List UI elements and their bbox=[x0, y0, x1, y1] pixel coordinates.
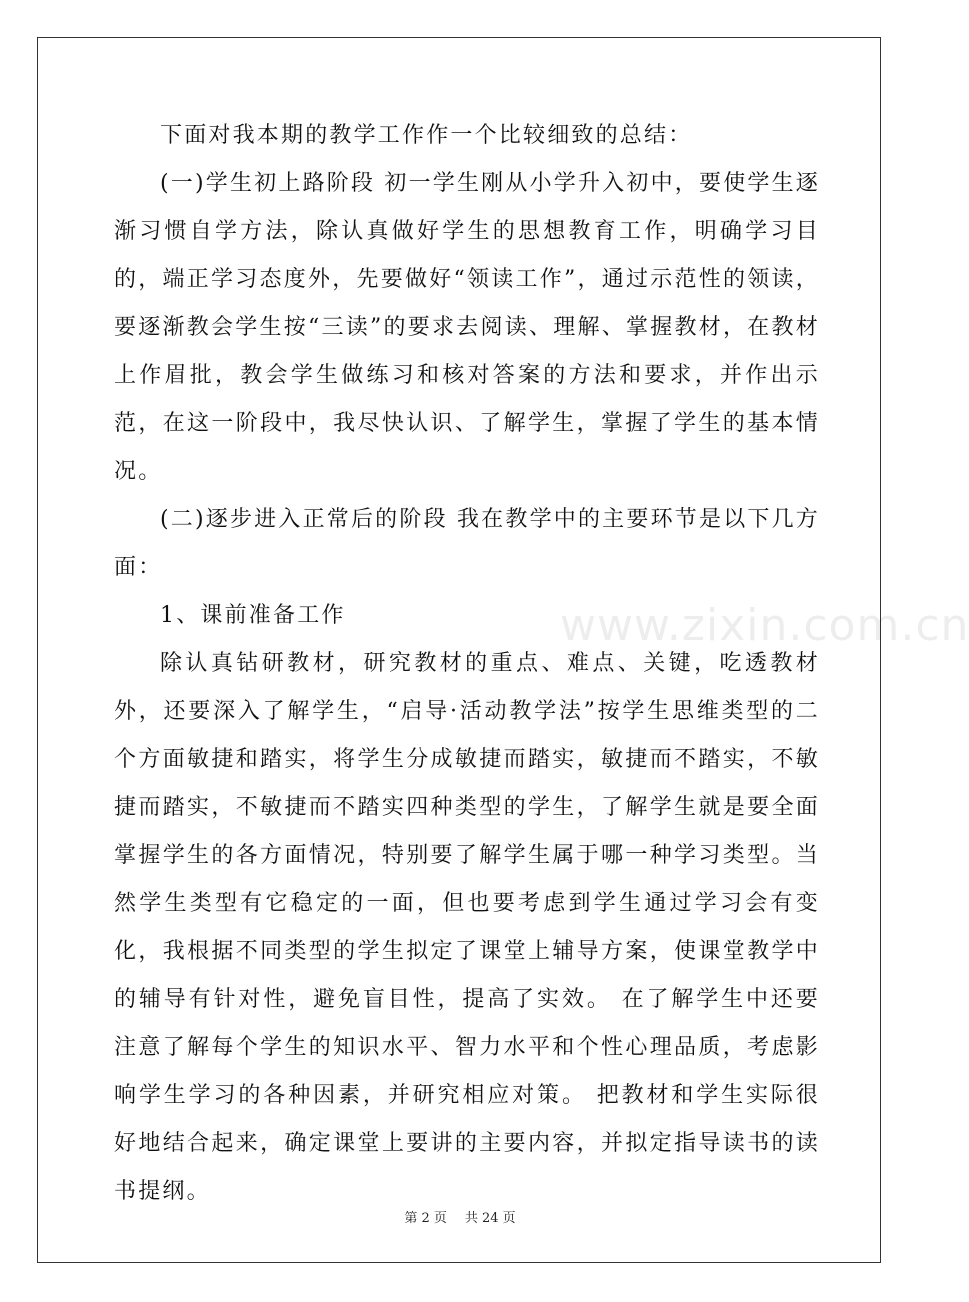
section-one-paragraph: (一)学生初上路阶段 初一学生刚从小学升入初中，要使学生逐渐习惯自学方法，除认真做好学生的思想教育工作，明确学习目的，端正学习态度外，先要做好“领读工作”，通过示范性的领读，要逐渐教会学生按“三读”的要求去阅读、理解、掌握教材，在教材上作眉批，教会学生做练习和核对答案的方法和要求，并作出示范，在这一阶段中，我尽快认识、了解学生，掌握了学生的基本情况。 bbox=[114, 171, 820, 484]
page-footer bbox=[0, 1207, 920, 1226]
page-number: 第 2 页 bbox=[404, 1211, 447, 1226]
total-pages: 共 24 页 bbox=[464, 1211, 516, 1226]
document-body bbox=[114, 112, 820, 1216]
intro-paragraph: 下面对我本期的教学工作作一个比较细致的总结： bbox=[160, 123, 693, 148]
site-watermark: www.zixin.com.cn bbox=[560, 600, 969, 651]
preparation-paragraph: 除认真钻研教材，研究教材的重点、难点、关键，吃透教材外，还要深入了解学生，“启导·活动教学法”按学生思维类型的二个方面敏捷和踏实，将学生分成敏捷而踏实，敏捷而不踏实，不敏捷而踏实，不敏捷而不踏实四种类型的学生，了解学生就是要全面掌握学生的各方面情况，特别要了解学生属于哪一种学习类型。当然学生类型有它稳定的一面，但也要考虑到学生通过学习会有变化，我根据不同类型的学生拟定了课堂上辅导方案，使课堂教学中的辅导有针对性，避免盲目性，提高了实效。 在了解学生中还要注意了解每个学生的知识水平、智力水平和个性心理品质，考虑影响学生学习的各种因素，并研究相应对策。 把教材和学生实际很好地结合起来，确定课堂上要讲的主要内容，并拟定指导读书的读书提纲。 bbox=[114, 651, 820, 1204]
section-two-paragraph: (二)逐步进入正常后的阶段 我在教学中的主要环节是以下几方面： bbox=[114, 507, 820, 580]
subheading-preparation: 1、课前准备工作 bbox=[160, 603, 346, 628]
